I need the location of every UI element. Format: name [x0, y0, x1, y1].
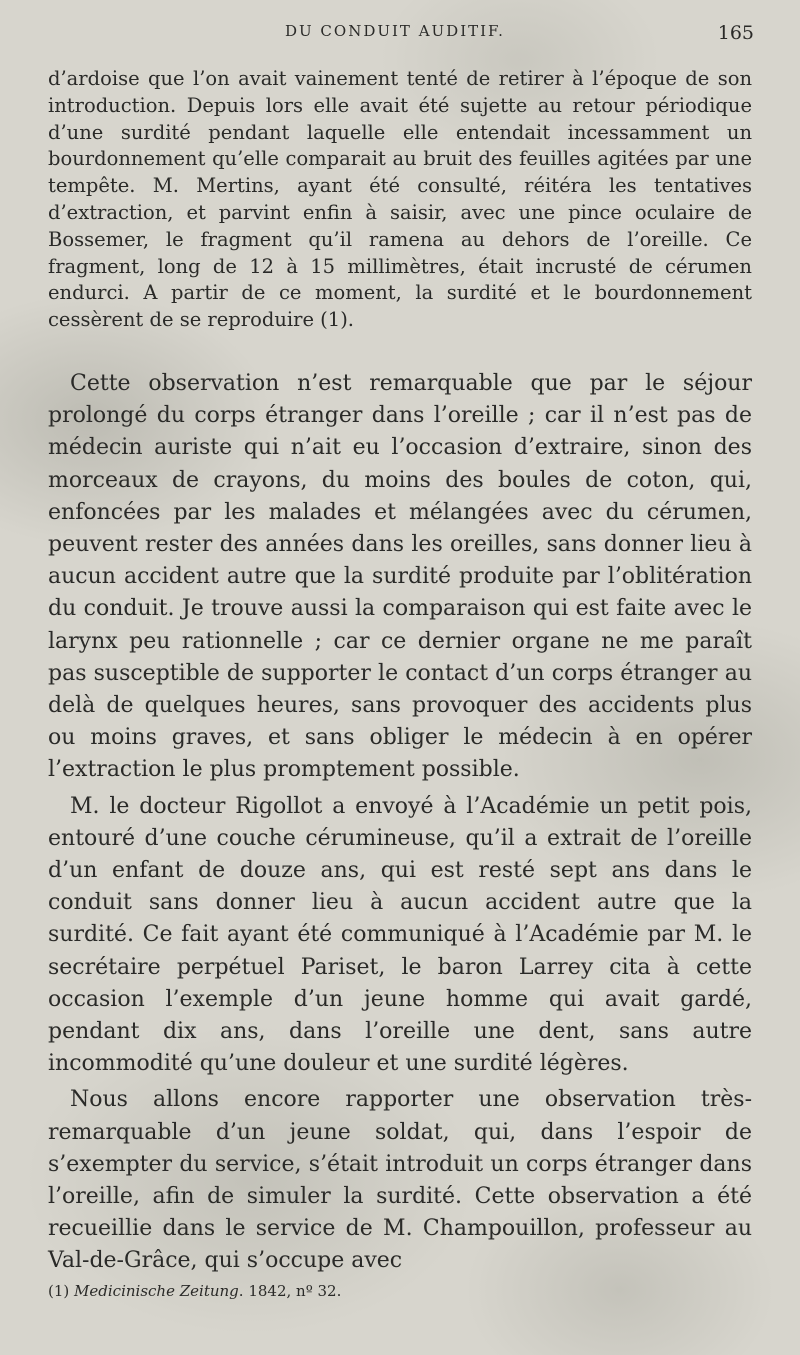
running-title: DU CONDUIT AUDITIF.: [285, 22, 505, 40]
paragraph: M. le docteur Rigollot a envoyé à l’Académie un petit pois, entouré d’une couche cérumineuse, qu’il a extrait de l’oreille d’un enfant de douze ans, qui est resté sept ans dans le conduit sans donner lieu à aucun accident autre que la surdité. Ce fait ayant été communiqué à l’Académie par M. le secrétaire perpétuel Pariset, le baron Larrey cita à cette occasion l’exemple d’un jeune homme qui avait gardé, pendant dix ans, dans l’oreille une dent, sans autre incommodité qu’une douleur et une surdité légères.: [48, 793, 752, 1077]
body-text: [48, 66, 752, 1278]
paragraph: Nous allons encore rapporter une observation très-remarquable d’un jeune soldat, qui, dans l’espoir de s’exempter du service, s’était introduit un corps étranger dans l’oreille, afin de simuler la surdité. Cette observation a été recueillie dans le service de M. Champouillon, professeur au Val-de-Grâce, qui s’occupe avec: [48, 1087, 752, 1274]
footnote-source-title: Medicinische Zeitung: [74, 1282, 239, 1300]
running-header: [0, 22, 800, 52]
footnote-details: . 1842, nº 32.: [238, 1282, 342, 1300]
paragraph: d’ardoise que l’on avait vainement tenté de retirer à l’époque de son introduction. Depuis lors elle avait été sujette au retour périodique d’une surdité pendant laquelle elle entendait incessamment un bourdonnement qu’elle comparait au bruit des feuilles agitées par une tempête. M. Mertins, ayant été consulté, réitéra les tentatives d’extraction, et parvint enfin à saisir, avec une pince oculaire de Bossemer, le fragment qu’il ramena au dehors de l’oreille. Ce fragment, long de 12 à 15 millimètres, était incrusté de cérumen endurci. A partir de ce moment, la surdité et le bourdonnement cessèrent de se reproduire (1).: [48, 67, 752, 332]
footnote: [48, 1282, 748, 1300]
page-number: 165: [717, 22, 754, 44]
footnote-marker: (1): [48, 1282, 70, 1300]
paragraph: Cette observation n’est remarquable que par le séjour prolongé du corps étranger dans l’oreille ; car il n’est pas de médecin auriste qui n’ait eu l’occasion d’extraire, sinon des morceaux de crayons, du moins des boules de coton, qui, enfoncées par les malades et mélangées avec du cérumen, peuvent rester des années dans les oreilles, sans donner lieu à aucun accident autre que la surdité produite par l’oblitération du conduit. Je trouve aussi la comparaison qui est faite avec le larynx peu rationnelle ; car ce dernier organe ne me paraît pas susceptible de supporter le contact d’un corps étranger au delà de quelques heures, sans provoquer des accidents plus ou moins graves, et sans obliger le médecin à en opérer l’extraction le plus promptement possible.: [48, 370, 752, 783]
